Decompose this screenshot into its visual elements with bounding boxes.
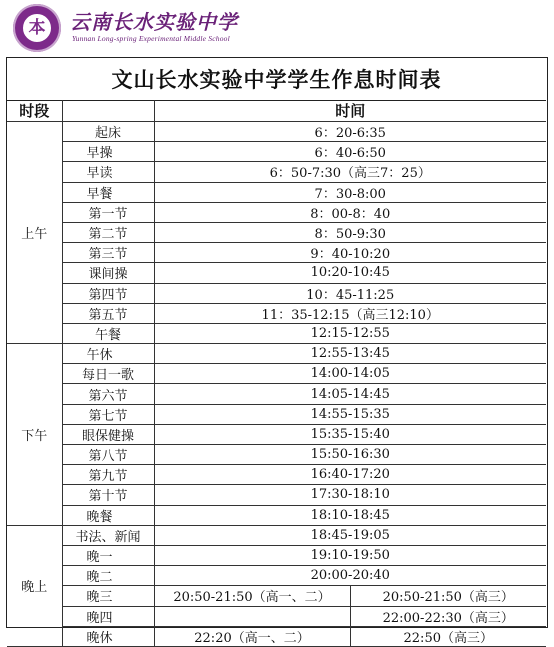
header-row xyxy=(7,100,546,122)
activity-name: 早餐 xyxy=(62,182,154,202)
table-row xyxy=(7,243,546,263)
activity-name: 第五节 xyxy=(62,303,154,323)
header-blank xyxy=(62,100,154,122)
table-row xyxy=(7,626,546,646)
header-time: 时间 xyxy=(154,100,546,122)
period-label: 下午 xyxy=(7,344,62,526)
time-cell: 8：00-8：40 xyxy=(154,202,546,222)
table-row xyxy=(7,182,546,202)
table-row xyxy=(7,263,546,283)
activity-name: 第三节 xyxy=(62,243,154,263)
table-row xyxy=(7,545,546,565)
time-cell: 6：50-7:30（高三7：25） xyxy=(154,162,546,182)
activity-name: 晚休 xyxy=(62,626,154,646)
activity-name: 课间操 xyxy=(62,263,154,283)
time-cell: 19:10-19:50 xyxy=(154,545,546,565)
schedule-sheet xyxy=(6,57,548,646)
time-cell-grade12: 22:20（高一、二） xyxy=(154,626,350,646)
activity-name: 晚二 xyxy=(62,566,154,586)
activity-name: 晚餐 xyxy=(62,505,154,525)
time-cell: 11：35-12:15（高三12:10） xyxy=(154,303,546,323)
table-row xyxy=(7,202,546,222)
school-name-en: Yunnan Long-spring Experimental Middle School xyxy=(72,34,230,43)
time-cell-grade12 xyxy=(154,606,350,626)
activity-name: 眼保健操 xyxy=(62,424,154,444)
time-cell: 10：45-11:25 xyxy=(154,283,546,303)
table-row xyxy=(7,586,546,606)
activity-name: 第二节 xyxy=(62,222,154,242)
time-cell: 16:40-17:20 xyxy=(154,465,546,485)
activity-name: 早读 xyxy=(62,162,154,182)
time-cell: 6：20-6:35 xyxy=(154,122,546,142)
schedule-title: 文山长水实验中学学生作息时间表 xyxy=(7,58,546,101)
table-row xyxy=(7,384,546,404)
table-row xyxy=(7,525,546,545)
time-cell: 20:00-20:40 xyxy=(154,566,546,586)
time-cell: 9：40-10:20 xyxy=(154,243,546,263)
time-cell: 17:30-18:10 xyxy=(154,485,546,505)
activity-name: 第八节 xyxy=(62,445,154,465)
header-period: 时段 xyxy=(7,100,62,122)
activity-name: 第九节 xyxy=(62,465,154,485)
activity-name: 午餐 xyxy=(62,323,154,343)
time-cell: 7：30-8:00 xyxy=(154,182,546,202)
time-cell: 18:45-19:05 xyxy=(154,525,546,545)
table-row xyxy=(7,142,546,162)
table-row xyxy=(7,505,546,525)
time-cell: 10:20-10:45 xyxy=(154,263,546,283)
school-name-cn: 云南长水实验中学 xyxy=(70,10,238,34)
activity-name: 书法、新闻 xyxy=(62,525,154,545)
activity-name: 晚一 xyxy=(62,545,154,565)
time-cell: 15:35-15:40 xyxy=(154,424,546,444)
time-cell: 15:50-16:30 xyxy=(154,445,546,465)
time-cell-grade3: 22:00-22:30（高三） xyxy=(350,606,546,626)
table-row xyxy=(7,222,546,242)
table-row xyxy=(7,344,546,364)
table-row xyxy=(7,283,546,303)
table-row xyxy=(7,404,546,424)
activity-name: 第十节 xyxy=(62,485,154,505)
time-cell: 18:10-18:45 xyxy=(154,505,546,525)
time-cell-grade3: 20:50-21:50（高三） xyxy=(350,586,546,606)
school-header xyxy=(0,0,554,56)
schedule-table xyxy=(7,100,546,647)
time-cell-grade3: 22:50（高三） xyxy=(350,626,546,646)
activity-name: 晚三 xyxy=(62,586,154,606)
table-row xyxy=(7,162,546,182)
activity-name: 第四节 xyxy=(62,283,154,303)
seal-center-char: 本 xyxy=(21,12,53,44)
activity-name: 起床 xyxy=(62,122,154,142)
period-label: 晚上 xyxy=(7,525,62,646)
time-cell: 12:55-13:45 xyxy=(154,344,546,364)
activity-name: 晚四 xyxy=(62,606,154,626)
time-cell: 14:05-14:45 xyxy=(154,384,546,404)
activity-name: 第六节 xyxy=(62,384,154,404)
school-seal-logo xyxy=(13,4,61,52)
activity-name: 早操 xyxy=(62,142,154,162)
time-cell: 12:15-12:55 xyxy=(154,323,546,343)
activity-name: 午休 xyxy=(62,344,154,364)
table-row xyxy=(7,122,546,142)
activity-name: 第七节 xyxy=(62,404,154,424)
table-row xyxy=(7,364,546,384)
time-cell-grade12: 20:50-21:50（高一、二） xyxy=(154,586,350,606)
activity-name: 每日一歌 xyxy=(62,364,154,384)
time-cell: 14:00-14:05 xyxy=(154,364,546,384)
table-row xyxy=(7,485,546,505)
time-cell: 6：40-6:50 xyxy=(154,142,546,162)
table-row xyxy=(7,606,546,626)
activity-name: 第一节 xyxy=(62,202,154,222)
period-label: 上午 xyxy=(7,122,62,344)
table-row xyxy=(7,424,546,444)
table-row xyxy=(7,323,546,343)
time-cell: 8：50-9:30 xyxy=(154,222,546,242)
table-row xyxy=(7,303,546,323)
table-row xyxy=(7,566,546,586)
table-row xyxy=(7,445,546,465)
table-row xyxy=(7,465,546,485)
time-cell: 14:55-15:35 xyxy=(154,404,546,424)
